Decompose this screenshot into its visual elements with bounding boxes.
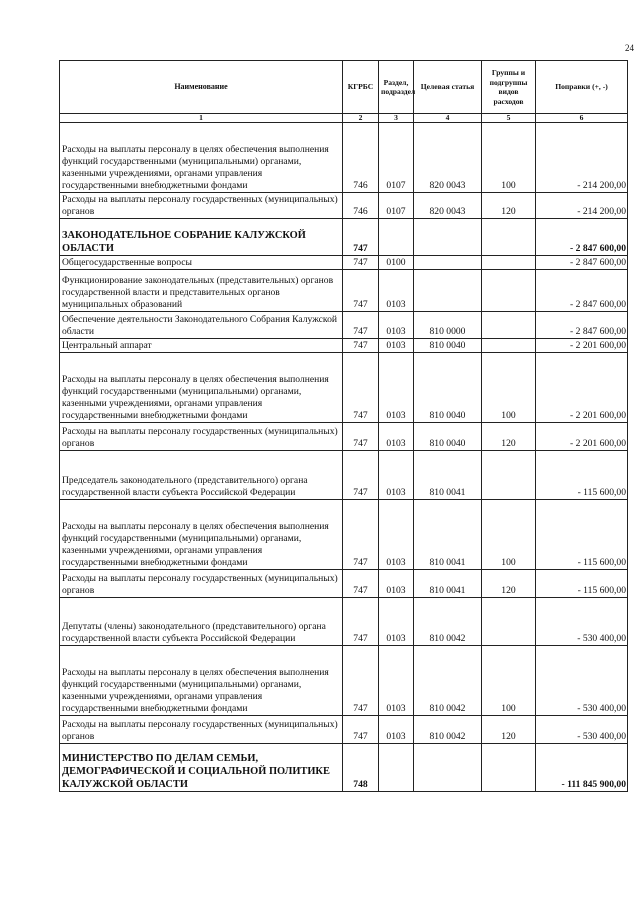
page-number: 24 [625,43,634,53]
row-section: 0103 [379,270,414,312]
row-group [482,219,536,256]
row-amount: - 2 847 600,00 [536,312,628,339]
row-ktrbs: 747 [343,570,379,598]
row-name: ЗАКОНОДАТЕЛЬНОЕ СОБРАНИЕ КАЛУЖСКОЙ ОБЛАСТИ [60,219,343,256]
row-section: 0103 [379,570,414,598]
row-ktrbs: 747 [343,423,379,451]
row-section: 0107 [379,123,414,193]
table-row [60,219,628,256]
header-amendments: Поправки (+, -) [536,61,628,114]
table-row [60,353,628,423]
row-amount: - 530 400,00 [536,598,628,646]
row-target [414,270,482,312]
row-target: 810 0041 [414,570,482,598]
row-target: 810 0040 [414,423,482,451]
table-header-row [60,61,628,114]
row-amount: - 214 200,00 [536,123,628,193]
row-name: Обеспечение деятельности Законодательного Собрания Калужской области [60,312,343,339]
table-row [60,716,628,744]
row-section: 0103 [379,716,414,744]
table-row [60,598,628,646]
row-amount: - 2 201 600,00 [536,423,628,451]
row-name: Расходы на выплаты персоналу в целях обеспечения выполнения функций государственными (муниципальными) органами, казенными учреждениями, органами управления государственными внебюджетными фондами [60,646,343,716]
row-amount: - 2 201 600,00 [536,339,628,353]
row-group: 100 [482,500,536,570]
row-ktrbs: 747 [343,451,379,500]
row-ktrbs: 747 [343,646,379,716]
row-section: 0103 [379,598,414,646]
table-row [60,256,628,270]
row-name: Расходы на выплаты персоналу в целях обеспечения выполнения функций государственными (муниципальными) органами, казенными учреждениями, органами управления государственными внебюджетными фондами [60,353,343,423]
row-name: Расходы на выплаты персоналу государственных (муниципальных) органов [60,423,343,451]
row-ktrbs: 748 [343,744,379,792]
row-section: 0103 [379,423,414,451]
row-name: Расходы на выплаты персоналу государственных (муниципальных) органов [60,716,343,744]
row-section: 0103 [379,312,414,339]
table-row [60,423,628,451]
row-target: 810 0042 [414,646,482,716]
header-ktrbs: КГРБС [343,61,379,114]
row-ktrbs: 747 [343,598,379,646]
row-amount: - 2 847 600,00 [536,270,628,312]
row-amount: - 115 600,00 [536,451,628,500]
table-row [60,570,628,598]
row-target [414,744,482,792]
row-ktrbs: 747 [343,270,379,312]
column-number-row [60,114,628,123]
row-name: Расходы на выплаты персоналу государственных (муниципальных) органов [60,193,343,219]
column-number: 3 [379,114,414,123]
row-ktrbs: 747 [343,339,379,353]
table-row [60,646,628,716]
row-ktrbs: 747 [343,716,379,744]
row-amount: - 115 600,00 [536,570,628,598]
row-section: 0103 [379,339,414,353]
row-group [482,451,536,500]
column-number: 2 [343,114,379,123]
row-name: Функционирование законодательных (представительных) органов государственной власти и представительных органов муниципальных образований [60,270,343,312]
row-name: Общегосударственные вопросы [60,256,343,270]
row-section [379,219,414,256]
row-ktrbs: 747 [343,312,379,339]
header-name: Наименование [60,61,343,114]
table-body [60,114,628,792]
row-section: 0103 [379,646,414,716]
row-target: 820 0043 [414,193,482,219]
row-name: МИНИСТЕРСТВО ПО ДЕЛАМ СЕМЬИ, ДЕМОГРАФИЧЕСКОЙ И СОЦИАЛЬНОЙ ПОЛИТИКЕ КАЛУЖСКОЙ ОБЛАСТИ [60,744,343,792]
row-name: Центральный аппарат [60,339,343,353]
row-group: 100 [482,646,536,716]
row-target: 820 0043 [414,123,482,193]
row-amount: - 111 845 900,00 [536,744,628,792]
row-name: Расходы на выплаты персоналу в целях обеспечения выполнения функций государственными (муниципальными) органами, казенными учреждениями, органами управления государственными внебюджетными фондами [60,500,343,570]
row-section: 0100 [379,256,414,270]
row-group [482,598,536,646]
header-target: Целевая статья [414,61,482,114]
header-section: Раздел, подраздел [379,61,414,114]
row-section: 0107 [379,193,414,219]
header-groups: Группы и подгруппы видов расходов [482,61,536,114]
row-name: Депутаты (члены) законодательного (представительного) органа государственной власти субъекта Российской Федерации [60,598,343,646]
row-group: 100 [482,353,536,423]
row-group: 120 [482,570,536,598]
row-group: 120 [482,716,536,744]
row-ktrbs: 747 [343,500,379,570]
row-amount: - 530 400,00 [536,646,628,716]
row-ktrbs: 747 [343,219,379,256]
row-section: 0103 [379,353,414,423]
row-amount: - 214 200,00 [536,193,628,219]
row-group: 120 [482,193,536,219]
row-amount: - 530 400,00 [536,716,628,744]
row-group [482,744,536,792]
row-name: Расходы на выплаты персоналу государственных (муниципальных) органов [60,570,343,598]
row-target: 810 0040 [414,339,482,353]
row-amount: - 2 201 600,00 [536,353,628,423]
table-row [60,123,628,193]
row-name: Председатель законодательного (представительного) органа государственной власти субъекта Российской Федерации [60,451,343,500]
table-row [60,744,628,792]
row-target: 810 0041 [414,500,482,570]
row-target [414,219,482,256]
row-ktrbs: 746 [343,123,379,193]
column-number: 4 [414,114,482,123]
row-ktrbs: 747 [343,256,379,270]
row-section [379,744,414,792]
table-row [60,451,628,500]
column-number: 1 [60,114,343,123]
row-amount: - 115 600,00 [536,500,628,570]
row-group [482,339,536,353]
table-row [60,270,628,312]
row-group: 120 [482,423,536,451]
row-target: 810 0040 [414,353,482,423]
row-target: 810 0042 [414,716,482,744]
row-group [482,312,536,339]
row-group [482,270,536,312]
row-amount: - 2 847 600,00 [536,256,628,270]
column-number: 6 [536,114,628,123]
row-target: 810 0041 [414,451,482,500]
row-name: Расходы на выплаты персоналу в целях обеспечения выполнения функций государственными (муниципальными) органами, казенными учреждениями, органами управления государственными внебюджетными фондами [60,123,343,193]
row-target: 810 0042 [414,598,482,646]
table-row [60,312,628,339]
row-group [482,256,536,270]
row-target [414,256,482,270]
column-number: 5 [482,114,536,123]
row-amount: - 2 847 600,00 [536,219,628,256]
row-section: 0103 [379,500,414,570]
row-group: 100 [482,123,536,193]
row-ktrbs: 746 [343,193,379,219]
budget-amendments-table [59,60,628,792]
table-row [60,339,628,353]
row-ktrbs: 747 [343,353,379,423]
table-row [60,193,628,219]
row-target: 810 0000 [414,312,482,339]
table-row [60,500,628,570]
row-section: 0103 [379,451,414,500]
